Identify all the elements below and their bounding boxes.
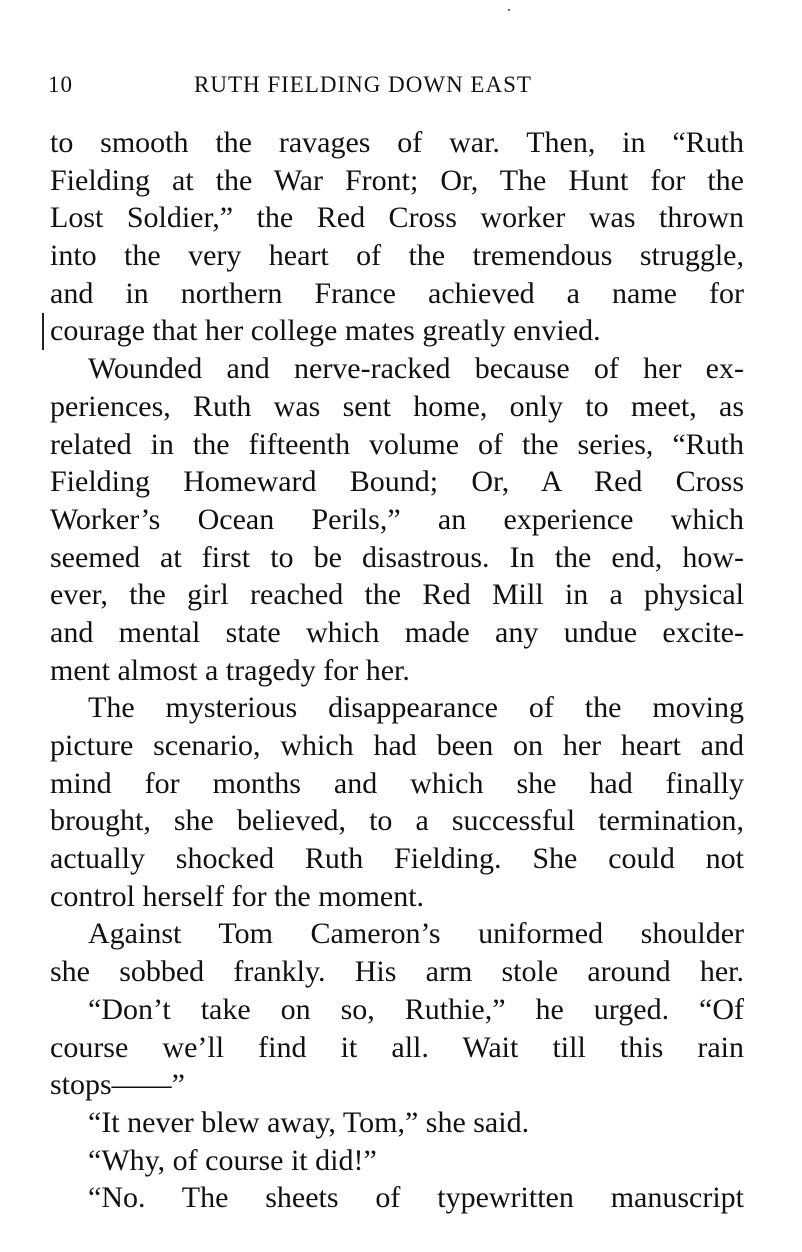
text-line: related in the fifteenth volume of the series, “Ruth xyxy=(50,427,744,461)
text-line: and mental state which made any undue excite- xyxy=(50,615,744,649)
text-line: “It never blew away, Tom,” she said. xyxy=(88,1105,530,1139)
text-line: ment almost a tragedy for her. xyxy=(50,653,410,687)
running-title: RUTH FIELDING DOWN EAST xyxy=(194,72,532,97)
text-line: Worker’s Ocean Perils,” an experience which xyxy=(50,502,744,536)
text-line: “Why, of course it did!” xyxy=(88,1143,377,1177)
text-line: stops——” xyxy=(50,1068,185,1102)
text-line: Lost Soldier,” the Red Cross worker was thrown xyxy=(50,201,744,235)
text-line: Fielding at the War Front; Or, The Hunt for the xyxy=(50,163,744,197)
text-line: picture scenario, which had been on her heart and xyxy=(50,729,744,762)
text-line: courage that her college mates greatly envied. xyxy=(50,314,601,348)
text-line: mind for months and which she had finally xyxy=(50,766,744,800)
text-line: The mysterious disappearance of the moving xyxy=(88,691,744,725)
text-line: and in northern France achieved a name for xyxy=(50,276,744,310)
text-line: control herself for the moment. xyxy=(50,879,425,913)
text-line: Wounded and nerve-racked because of her ex- xyxy=(88,352,744,386)
text-line: Against Tom Cameron’s uniformed shoulder xyxy=(88,917,744,951)
text-line: periences, Ruth was sent home, only to meet, as xyxy=(50,389,744,423)
text-line: brought, she believed, to a successful termination, xyxy=(50,804,744,838)
page-number: 10 xyxy=(48,72,73,97)
text-line: course we’ll find it all. Wait till this rain xyxy=(50,1030,744,1064)
text-line: Fielding Homeward Bound; Or, A Red Cross xyxy=(50,465,744,499)
text-line: she sobbed frankly. His arm stole around her. xyxy=(50,955,744,989)
text-line: “No. The sheets of typewritten manuscript xyxy=(88,1181,744,1215)
print-speck xyxy=(508,9,510,11)
margin-mark xyxy=(42,313,44,350)
text-line: into the very heart of the tremendous struggle, xyxy=(50,239,744,273)
text-line: to smooth the ravages of war. Then, in “Ruth xyxy=(50,126,744,159)
text-line: seemed at first to be disastrous. In the end, how- xyxy=(50,540,744,574)
text-line: ever, the girl reached the Red Mill in a physical xyxy=(50,578,744,612)
page-header xyxy=(48,72,748,106)
text-line: “Don’t take on so, Ruthie,” he urged. “Of xyxy=(88,992,744,1026)
text-line: actually shocked Ruth Fielding. She could not xyxy=(50,842,744,876)
body-text xyxy=(50,124,744,1217)
